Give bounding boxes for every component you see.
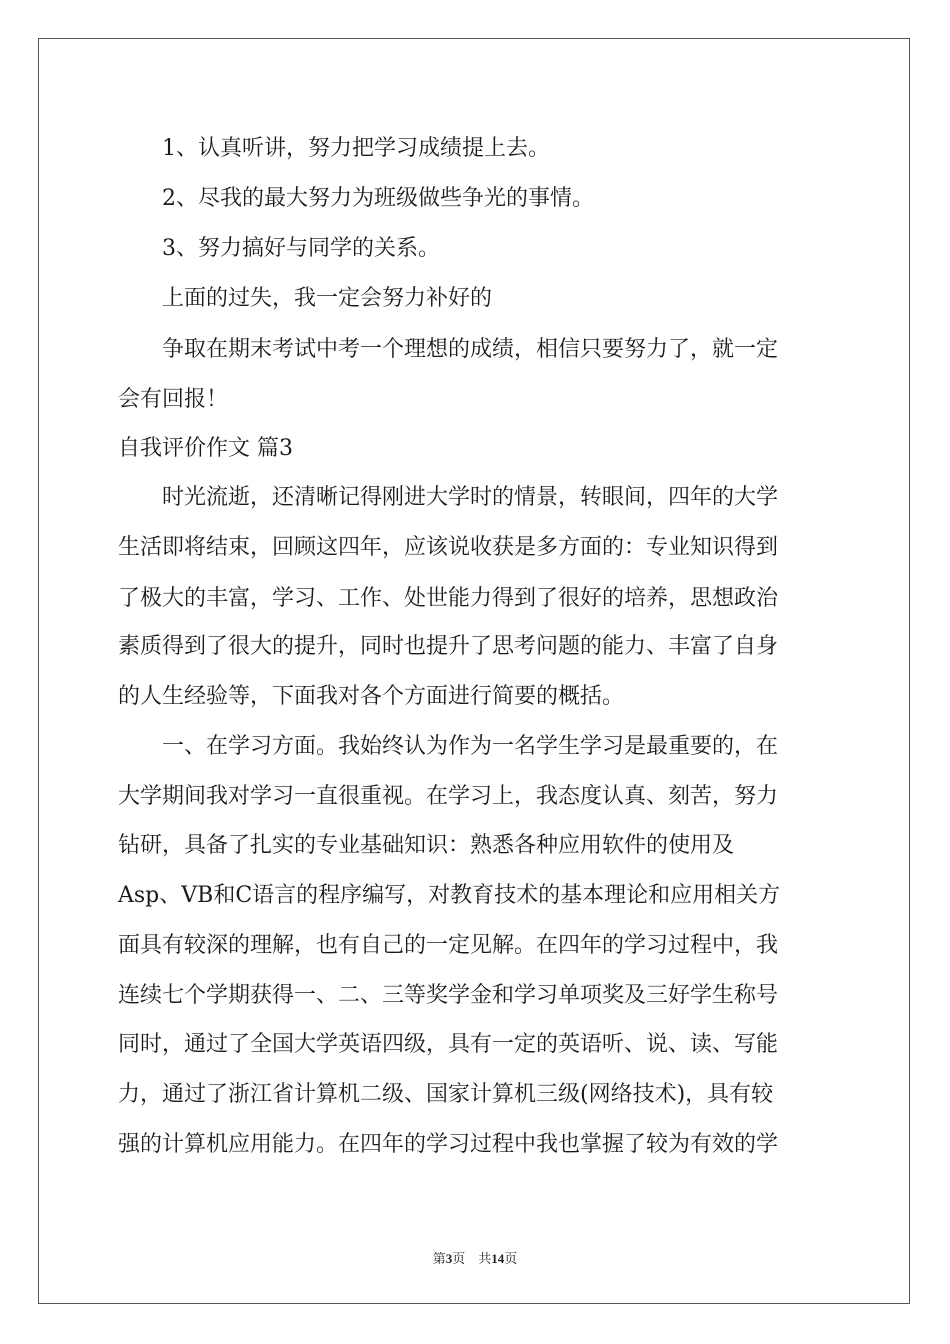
text-line: 强的计算机应用能力。在四年的学习过程中我也掌握了较为有效的学 [118,1132,779,1157]
text-line: 上面的过失，我一定会努力补好的 [118,286,493,311]
page-footer [0,1248,950,1267]
page-mid: 页 共 [452,1251,492,1266]
text-line: 2、尽我的最大努力为班级做些争光的事情。 [118,186,594,211]
text-line: 争取在期末考试中考一个理想的成绩，相信只要努力了，就一定 [118,337,779,362]
text-line: 1、认真听讲，努力把学习成绩提上去。 [118,136,550,161]
text-line: 3、努力搞好与同学的关系。 [118,236,440,261]
text-line: 面具有较深的理解，也有自己的一定见解。在四年的学习过程中，我 [118,933,779,958]
text-line: 力，通过了浙江省计算机二级、国家计算机三级(网络技术)，具有较 [118,1082,774,1107]
page-total: 14 [491,1251,505,1266]
text-line: Asp、VB和C语言的程序编写，对教育技术的基本理论和应用相关方 [118,883,781,908]
text-line: 素质得到了很大的提升，同时也提升了思考问题的能力、丰富了自身 [118,634,779,659]
text-line: 一、在学习方面。我始终认为作为一名学生学习是最重要的，在 [118,734,779,759]
text-line: 连续七个学期获得一、二、三等奖学金和学习单项奖及三好学生称号 [118,983,779,1008]
text-line: 同时，通过了全国大学英语四级，具有一定的英语听、说、读、写能 [118,1032,779,1057]
text-line: 生活即将结束，回顾这四年，应该说收获是多方面的：专业知识得到 [118,535,779,560]
page-prefix: 第 [432,1251,446,1266]
text-line: 了极大的丰富，学习、工作、处世能力得到了很好的培养，思想政治 [118,586,779,611]
text-line: 大学期间我对学习一直很重视。在学习上，我态度认真、刻苦，努力 [118,784,779,809]
text-line: 会有回报！ [118,387,229,412]
text-line: 钻研，具备了扎实的专业基础知识：熟悉各种应用软件的使用及 [118,833,735,858]
text-line: 的人生经验等，下面我对各个方面进行简要的概括。 [118,684,625,709]
text-line: 时光流逝，还清晰记得刚进大学时的情景，转眼间，四年的大学 [118,485,779,510]
page-border [38,38,910,1304]
section-heading: 自我评价作文 篇3 [118,436,293,461]
page-suffix: 页 [504,1251,518,1266]
page-number: 3 [445,1251,453,1266]
